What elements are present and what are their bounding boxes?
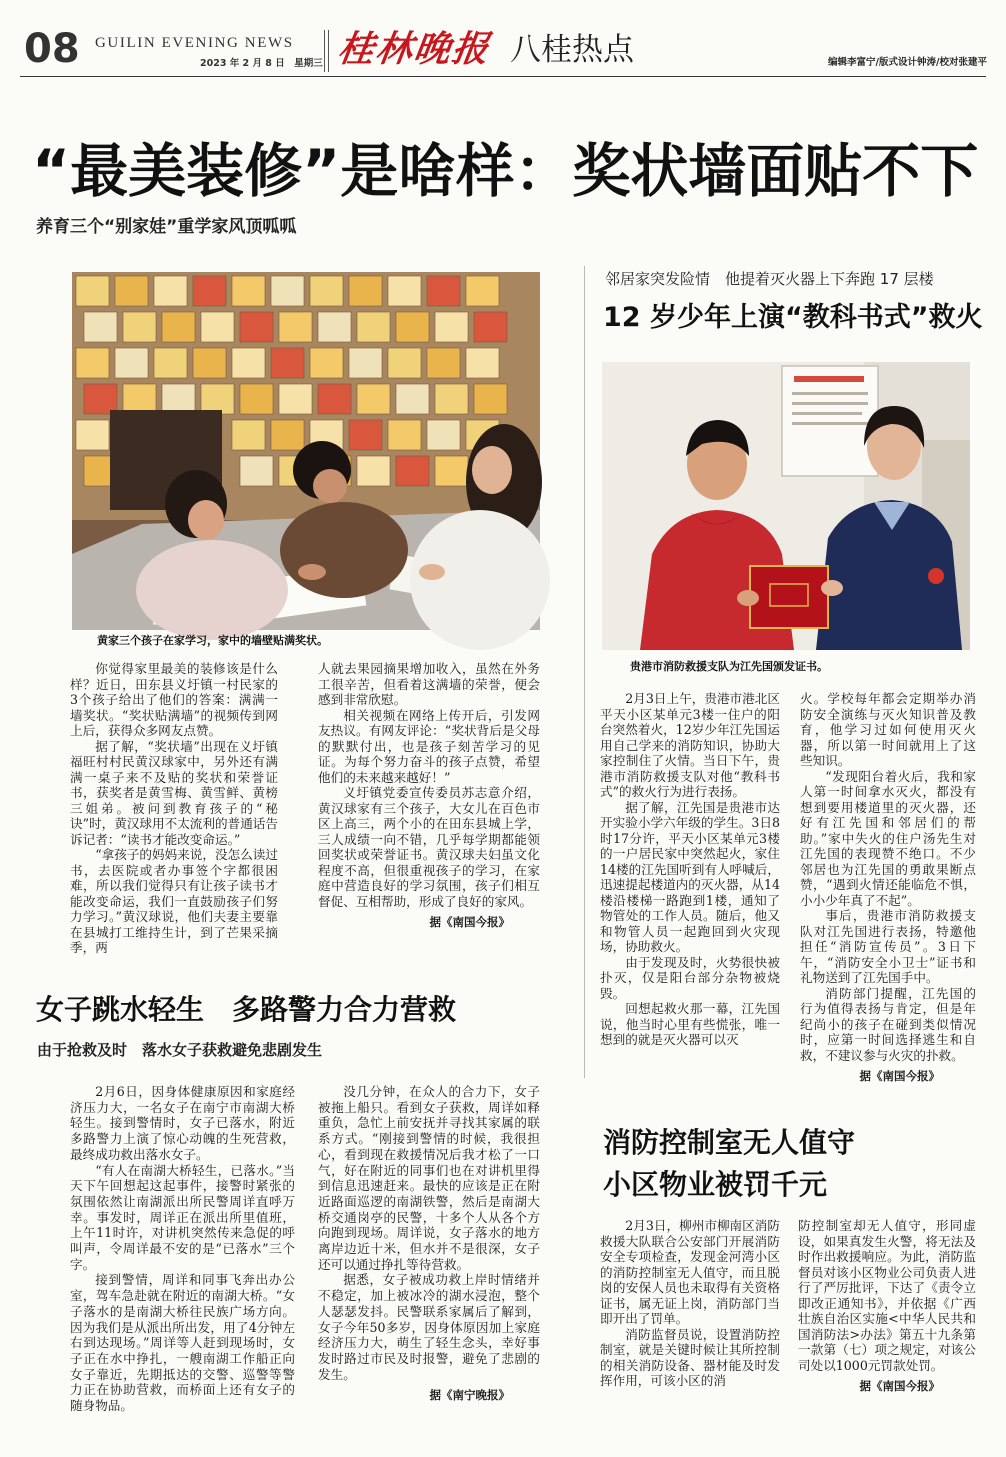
certificate	[396, 312, 429, 342]
section-title: 八桂热点	[510, 32, 634, 68]
wall-notice	[782, 366, 878, 476]
girl-left-face	[188, 500, 224, 540]
certificate	[474, 312, 507, 342]
boy-hand	[737, 590, 759, 606]
photo-children-studying-image	[72, 272, 540, 630]
issue-date: 2023 年 2 月 8 日 星期三	[200, 58, 323, 69]
source-credit: 据《南宁晚报》	[429, 1388, 510, 1403]
source-credit: 据《南国今报》	[859, 1379, 940, 1393]
source-credit: 据《南国今报》	[429, 915, 510, 929]
certificate	[435, 456, 468, 486]
editor-credits: 编辑李富宁/版式设计钟涛/校对张建平	[828, 57, 987, 68]
certificate	[123, 312, 156, 342]
certificate	[318, 312, 351, 342]
paragraph: 据了解，江先国是贵港市达开实验小学六年级的学生。3日8时17分许，平天小区某单元3楼的一户居民家中突然起火，家住14楼的江先国听到有人呼喊后，迅速提起楼道内的灭火器，从14楼沿楼梯一路跑到1楼，通知了物管处的工作人员。随后，他又和物管人员一起跑回到火灾现场，协助救火。	[600, 799, 780, 954]
certificate	[388, 276, 421, 306]
certificate	[396, 456, 429, 486]
uniform-badge	[928, 568, 944, 584]
honor-certificate-book	[737, 566, 843, 628]
column-divider	[584, 266, 585, 1078]
certificate	[162, 384, 195, 414]
certificate	[193, 348, 226, 378]
lead-column-2	[318, 661, 540, 943]
paragraph: 事后，贵港市消防救援支队对江先国进行表扬，特邀他担任“消防宣传员”。3日下午，“消防安全小卫士”证书和礼物送到了江先国手中。	[800, 908, 976, 985]
fine-column-2	[798, 1218, 976, 1412]
header-divider	[328, 30, 329, 72]
certificate	[396, 384, 429, 414]
certificate	[435, 312, 468, 342]
boy-jacket	[280, 502, 408, 598]
notice-line	[792, 412, 862, 415]
paragraph: 消防监督员说，设置消防控制室，就是关键时候让其所控制的相关消防设备、器材能及时发挥作用，可该小区的消	[600, 1326, 780, 1388]
paragraph: 人就去果园摘果增加收入，虽然在外务工很辛苦，但看着这满墙的荣誉，便会感到非常欣慰。	[318, 661, 540, 707]
certificate	[232, 348, 265, 378]
certificate	[466, 348, 499, 378]
lead-subhead: 养育三个“别家娃”重学家风顶呱呱	[36, 217, 297, 237]
boy-face	[313, 469, 347, 503]
paragraph: 接到警情，周详和同事飞奔出办公室，驾车急赴就在附近的南湖大桥。“女子落水的是南湖大桥往民族广场方向。因为我们是从派出所出发，用了4分钟左右到达现场。”周详等人赶到现场时，女子正在水中挣扎，一艘南湖工作船正向女子靠近，先期抵达的交警、巡警等警力正在协助营救，而桥面上还有女子的随身物品。	[70, 1272, 295, 1414]
paragraph: “发现阳台着火后，我和家人第一时间拿水灭火，都没有想到要用楼道里的灭火器，还好有江先国和邻居们的帮助。”家中失火的住户汤先生对江先国的表现赞不绝口。不少邻居也为江先国的勇敢果断点赞，“遇到火情还能临危不惧，小小少年真了不起”。	[800, 768, 976, 908]
certificate	[427, 420, 460, 450]
paragraph: 没几分钟，在众人的合力下，女子被拖上船只。看到女子获救，周详如释重负，急忙上前安抚并寻找其家属的联系方式。“刚接到警情的时候，我很担心，看到现在救援情况后我才松了一口气，好在附近的同事们也在对讲机里得到信息迅速赶来。最快的应该是正在附近路面巡逻的南湖铁警，然后是南湖大桥交通岗亭的民警，十多个人从各个方向跑到现场。周详说，女子落水的地方离岸边近十米，但水并不是很深，女子还可以通过挣扎等待营救。	[318, 1084, 540, 1272]
source-credit: 据《南国今报》	[859, 1069, 940, 1083]
girl-left-top	[136, 540, 288, 640]
paragraph: 你觉得家里最美的装修该是什么样？近日，田东县义圩镇一村民家的3个孩子给出了他们的答案：满满一墙奖状。“奖状贴满墙”的视频传到网上后，获得众多网友点赞。	[70, 661, 278, 738]
photo-caption: 贵港市消防救援支队为江先国颁发证书。	[630, 660, 828, 673]
certificate	[357, 312, 390, 342]
rescue-story-subhead: 由于抢救及时 落水女子获救避免悲剧发生	[37, 1041, 323, 1059]
notice-line	[792, 392, 868, 395]
red-certificate	[750, 566, 828, 628]
girl-right-hoodie	[410, 510, 550, 650]
paragraph: 由于发现及时，火势很快被扑灭，仅是阳台部分杂物被烧毁。	[600, 954, 780, 1001]
paragraph: 据悉，女子被成功救上岸时情绪并不稳定，加上被冰冷的湖水浸泡，整个人瑟瑟发抖。民警联系家属后了解到，女子今年50多岁，因身体原因加上家庭经济压力大，萌生了轻生念头，幸好事发时路过市民及时报警，避免了悲剧的发生。	[318, 1272, 540, 1382]
certificate	[474, 384, 507, 414]
certificate	[240, 456, 273, 486]
paragraph: 2月3日上午，贵港市港北区平天小区某单元3楼一住户的阳台突然着火，12岁少年江先国运用自己学来的消防知识，协助大家控制住了火情。当日下午，贵港市消防救援支队对他“教科书式”的救火行为进行表扬。	[600, 691, 780, 799]
boy-hand	[298, 564, 326, 580]
certificate	[154, 276, 187, 306]
certificate	[427, 348, 460, 378]
paragraph: 火。学校每年都会定期举办消防安全演练与灭火知识普及教育，他学习过如何使用灭火器，所以第一时间就用上了这些知识。	[800, 691, 976, 768]
certificate	[388, 348, 421, 378]
rescue-column-2	[318, 1084, 540, 1410]
certificate	[76, 348, 109, 378]
photo-certificate-award-image	[602, 362, 970, 650]
notice-line	[792, 422, 868, 425]
certificate	[232, 276, 265, 306]
paper-logo: 桂林晚报	[335, 28, 493, 70]
certificate	[318, 384, 351, 414]
fine-story-headline-line-2: 小区物业被罚千元	[603, 1168, 828, 1201]
certificate	[349, 276, 382, 306]
certificate	[271, 276, 304, 306]
paragraph: 2月6日，因身体健康原因和家庭经济压力大，一名女子在南宁市南湖大桥轻生。接到警情时，女子已落水，附近多路警力上演了惊心动魄的生死营救，最终成功救出落水女子。	[70, 1084, 295, 1162]
notice-line	[792, 402, 868, 405]
paragraph: 2月3日，柳州市柳南区消防救援大队联合公安部门开展消防安全专项检查，发现金河湾小区的消防控制室无人值守，而且脱岗的安保人员也未取得有关资格证书，属无证上岗，消防部门当即开出了罚单。	[600, 1218, 780, 1326]
photo-caption: 黄家三个孩子在家学习，家中的墙壁贴满奖状。	[97, 634, 328, 647]
certificate	[427, 276, 460, 306]
certificate	[435, 384, 468, 414]
certificate	[201, 312, 234, 342]
fine-story-headline-line-1: 消防控制室无人值守	[603, 1126, 856, 1159]
paragraph: 据了解，“奖状墙”出现在义圩镇福旺村村民黄汉球家中，另外还有满满一桌子来不及贴的奖状和荣誉证书，获奖者是黄雪梅、黄雪鲜、黄榜三姐弟。被问到教育孩子的“秘诀”时，黄汉球用不太流利的普通话告诉记者：“读书才能改变命运。”	[70, 738, 278, 847]
certificate	[310, 276, 343, 306]
certificate	[240, 312, 273, 342]
certificate	[279, 384, 312, 414]
certificate	[357, 456, 390, 486]
certificate	[84, 384, 117, 414]
certificate	[201, 384, 234, 414]
certificate	[388, 420, 421, 450]
lead-column-1	[70, 661, 278, 955]
certificate	[349, 420, 382, 450]
notice-frame	[782, 366, 878, 476]
paragraph: 消防部门提醒，江先国的行为值得表扬与肯定，但是年纪尚小的孩子在碰到类似情况时，应第一时间选择逃生和自救，不建议参与火灾的扑救。	[800, 985, 976, 1063]
certificate	[310, 348, 343, 378]
certificate	[349, 348, 382, 378]
certificate	[240, 384, 273, 414]
certificate	[115, 276, 148, 306]
paragraph: “拿孩子的妈妈来说，没怎么读过书，去医院或者办事签个字都很困难，所以我们觉得只有让孩子读书才能改变命运，我们一直鼓励孩子们努力学习。”黄汉球说，他们夫妻主要靠在县城打工维持生计，到了芒果采摘季，两	[70, 847, 278, 955]
fire-column-2	[800, 691, 976, 1083]
certificate	[84, 312, 117, 342]
fire-story-headline: 12 岁少年上演“教科书式”救火	[603, 302, 983, 333]
fine-column-1	[600, 1218, 780, 1412]
fire-story-kicker: 邻居家突发险情 他提着灭火器上下奔跑 17 层楼	[605, 270, 934, 288]
certificate	[76, 276, 109, 306]
woman-hand	[821, 580, 843, 596]
certificate	[154, 348, 187, 378]
paragraph: “有人在南湖大桥轻生，已落水。”当天下午回想起这起事件，接警时紧张的氛围依然让南湖派出所民警周详直呼万幸。事发时，周详正在派出所里值班，上午11时许，对讲机突然传来急促的呼叫声，令周详最不安的是“已落水”三个字。	[70, 1162, 295, 1272]
paragraph: 回想起救火那一幕，江先国说，他当时心里有些慌张，唯一想到的就是灭火器可以灭	[600, 1001, 780, 1047]
paper-name-english: GUILIN EVENING NEWS	[95, 35, 294, 51]
certificate	[123, 384, 156, 414]
paragraph: 相关视频在网络上传开后，引发网友热议。有网友评论：“奖状背后是父母的默默付出，也是孩子刻苦学习的见证。为每个努力奋斗的孩子点赞，希望他们的未来越来越好！”	[318, 707, 540, 785]
certificate	[271, 348, 304, 378]
girl-right-hand	[419, 564, 445, 580]
certificate	[232, 420, 265, 450]
header-divider	[324, 30, 325, 72]
lead-headline: “最美装修”是啥样：奖状墙面贴不下	[32, 137, 979, 205]
photo-certificate-award	[602, 362, 970, 650]
certificate	[279, 312, 312, 342]
fire-column-1	[600, 691, 780, 1075]
header-rule	[20, 76, 986, 77]
photo-children-studying	[72, 272, 540, 630]
rescue-story-headline: 女子跳水轻生 多路警力合力营救	[36, 993, 457, 1026]
certificate	[193, 276, 226, 306]
girl-right-face	[472, 446, 512, 494]
certificate	[115, 348, 148, 378]
certificate	[466, 276, 499, 306]
certificate	[162, 312, 195, 342]
certificate	[271, 420, 304, 450]
paragraph: 防控制室却无人值守，形同虚设，如果真发生火警，将无法及时作出救援响应。为此，消防监督员对该小区物业公司负责人进行了严厉批评，下达了《责令立即改正通知书》，并依据《广西壮族自治区实施<中华人民共和国消防法>办法》第五十九条第一款第（七）项之规定，对该公司处以1000元罚款处罚。	[798, 1218, 976, 1373]
rescue-column-1	[70, 1084, 295, 1414]
page-number: 08	[24, 26, 80, 72]
notice-heading	[794, 376, 864, 382]
certificate	[357, 384, 390, 414]
paragraph: 义圩镇党委宣传委员苏志意介绍，黄汉球家有三个孩子，大女儿在百色市区上高三，两个小的在田东县城上学，三人成绩一向不错，几乎每学期都能领回奖状或荣誉证书。黄汉球夫妇虽文化程度不高，但很重视孩子的学习，在家庭中营造良好的学习氛围，孩子们相互督促、互相帮助，形成了良好的家风。	[318, 785, 540, 909]
certificate	[76, 420, 109, 450]
